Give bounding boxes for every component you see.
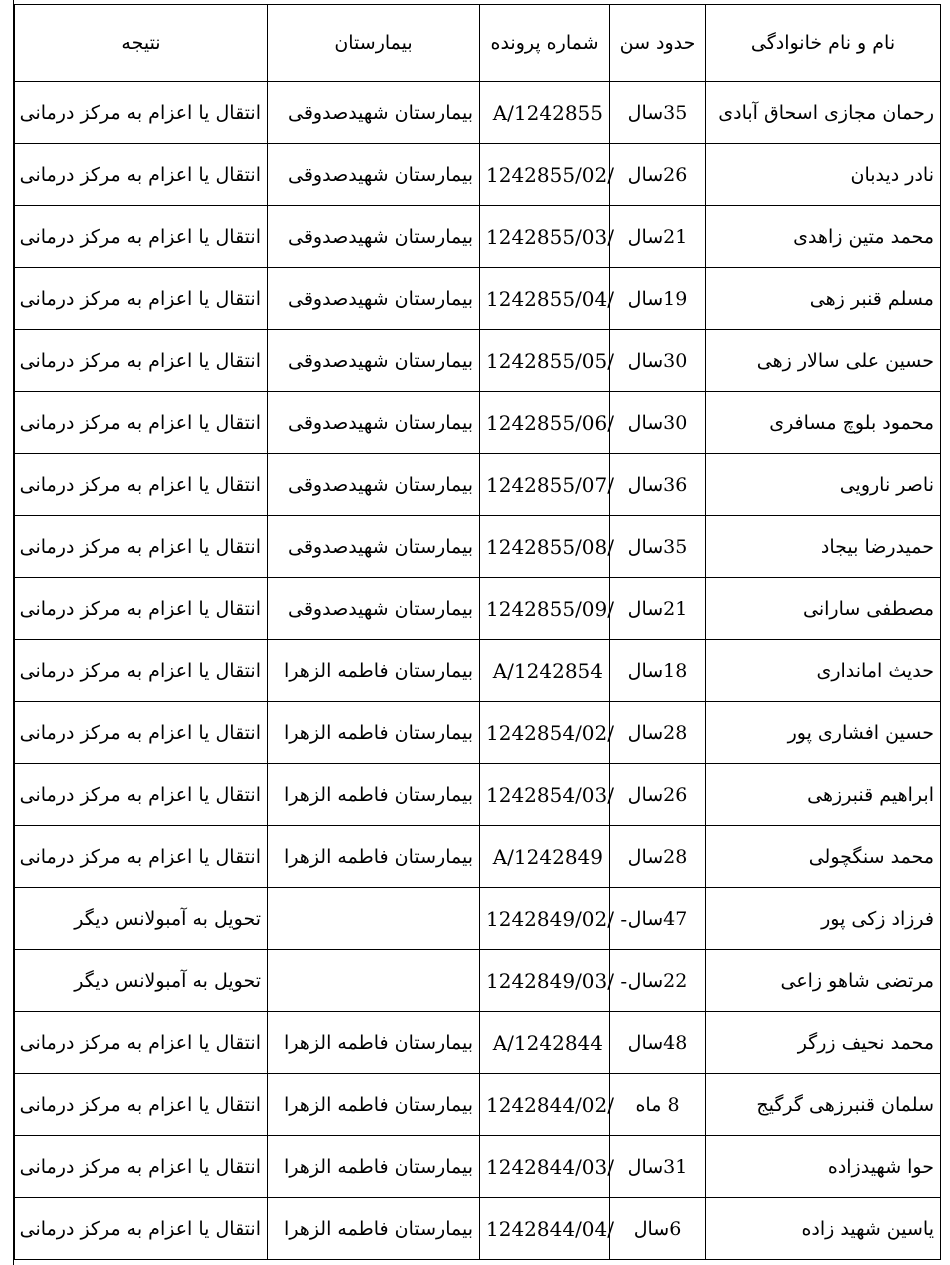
table-row — [15, 454, 941, 516]
table-body — [15, 82, 941, 1260]
patients-table — [14, 4, 941, 1260]
cell-hospital: بیمارستان شهیدصدوقی — [268, 330, 480, 392]
cell-result: انتقال یا اعزام به مرکز درمانی — [15, 454, 268, 516]
cell-name: رحمان مجازی اسحاق آبادی — [706, 82, 941, 144]
cell-name: محمد سنگچولی — [706, 826, 941, 888]
cell-result: تحویل به آمبولانس دیگر — [15, 888, 268, 950]
cell-name: حوا شهیدزاده — [706, 1136, 941, 1198]
cell-result: انتقال یا اعزام به مرکز درمانی — [15, 392, 268, 454]
cell-name: ناصر نارویی — [706, 454, 941, 516]
cell-result: انتقال یا اعزام به مرکز درمانی — [15, 1198, 268, 1260]
cell-result: انتقال یا اعزام به مرکز درمانی — [15, 82, 268, 144]
cell-age: 19سال — [610, 268, 706, 330]
cell-file-number: 1242855/06/ — [480, 392, 610, 454]
cell-file-number: 1242855/08/ — [480, 516, 610, 578]
cell-file-number: A/1242844 — [480, 1012, 610, 1074]
cell-hospital: بیمارستان فاطمه الزهرا — [268, 1198, 480, 1260]
cell-hospital: بیمارستان فاطمه الزهرا — [268, 1012, 480, 1074]
table-row — [15, 826, 941, 888]
cell-file-number: A/1242849 — [480, 826, 610, 888]
cell-age: 31سال — [610, 1136, 706, 1198]
cell-age: 30سال — [610, 392, 706, 454]
cell-hospital: بیمارستان فاطمه الزهرا — [268, 702, 480, 764]
cell-result: تحویل به آمبولانس دیگر — [15, 950, 268, 1012]
cell-name: نادر دیدبان — [706, 144, 941, 206]
cell-name: حسین علی سالار زهی — [706, 330, 941, 392]
cell-age: 28سال — [610, 702, 706, 764]
cell-hospital: بیمارستان شهیدصدوقی — [268, 268, 480, 330]
cell-age: 21سال — [610, 206, 706, 268]
cell-result: انتقال یا اعزام به مرکز درمانی — [15, 330, 268, 392]
cell-file-number: 1242855/03/ — [480, 206, 610, 268]
cell-file-number: 1242854/03/ — [480, 764, 610, 826]
cell-age: 30سال — [610, 330, 706, 392]
cell-hospital: بیمارستان فاطمه الزهرا — [268, 1136, 480, 1198]
cell-name: یاسین شهید زاده — [706, 1198, 941, 1260]
cell-result: انتقال یا اعزام به مرکز درمانی — [15, 1074, 268, 1136]
cell-file-number: 1242854/02/ — [480, 702, 610, 764]
cell-result: انتقال یا اعزام به مرکز درمانی — [15, 764, 268, 826]
table-row — [15, 206, 941, 268]
table-header — [15, 5, 941, 82]
cell-name: مسلم قنبر زهی — [706, 268, 941, 330]
table-row — [15, 702, 941, 764]
cell-name: محمود بلوچ مسافری — [706, 392, 941, 454]
cell-age: 18سال — [610, 640, 706, 702]
cell-file-number: 1242855/05/ — [480, 330, 610, 392]
cell-file-number: 1242855/09/ — [480, 578, 610, 640]
cell-age: 22سال — [610, 950, 706, 1012]
cell-file-number: 1242849/03/ - — [480, 950, 610, 1012]
table-row — [15, 888, 941, 950]
cell-name: محمد نحیف زرگر — [706, 1012, 941, 1074]
cell-age: 6سال — [610, 1198, 706, 1260]
cell-hospital: بیمارستان شهیدصدوقی — [268, 516, 480, 578]
table-row — [15, 640, 941, 702]
table-row — [15, 144, 941, 206]
cell-age: 47سال — [610, 888, 706, 950]
cell-age: 36سال — [610, 454, 706, 516]
cell-age: 8 ماه — [610, 1074, 706, 1136]
table-row — [15, 764, 941, 826]
cell-result: انتقال یا اعزام به مرکز درمانی — [15, 640, 268, 702]
table-row — [15, 1198, 941, 1260]
table-row — [15, 578, 941, 640]
header-file-number: شماره پرونده — [480, 5, 610, 82]
cell-hospital: بیمارستان شهیدصدوقی — [268, 206, 480, 268]
table-row — [15, 82, 941, 144]
cell-result: انتقال یا اعزام به مرکز درمانی — [15, 206, 268, 268]
cell-result: انتقال یا اعزام به مرکز درمانی — [15, 1136, 268, 1198]
cell-result: انتقال یا اعزام به مرکز درمانی — [15, 516, 268, 578]
table-row — [15, 516, 941, 578]
cell-result: انتقال یا اعزام به مرکز درمانی — [15, 144, 268, 206]
table-row — [15, 1012, 941, 1074]
cell-name: حسین افشاری پور — [706, 702, 941, 764]
header-row — [15, 5, 941, 82]
header-hospital: بیمارستان — [268, 5, 480, 82]
cell-file-number: 1242844/04/ — [480, 1198, 610, 1260]
header-result: نتیجه — [15, 5, 268, 82]
cell-age: 21سال — [610, 578, 706, 640]
header-age: حدود سن — [610, 5, 706, 82]
cell-result: انتقال یا اعزام به مرکز درمانی — [15, 268, 268, 330]
cell-file-number: 1242844/03/ — [480, 1136, 610, 1198]
cell-result: انتقال یا اعزام به مرکز درمانی — [15, 702, 268, 764]
cell-hospital: بیمارستان فاطمه الزهرا — [268, 1074, 480, 1136]
cell-age: 35سال — [610, 516, 706, 578]
cell-hospital — [268, 888, 480, 950]
cell-hospital — [268, 950, 480, 1012]
cell-file-number: 1242849/02/ - — [480, 888, 610, 950]
cell-name: سلمان قنبرزهی گرگیج — [706, 1074, 941, 1136]
cell-result: انتقال یا اعزام به مرکز درمانی — [15, 578, 268, 640]
table-row — [15, 1136, 941, 1198]
cell-hospital: بیمارستان فاطمه الزهرا — [268, 640, 480, 702]
cell-hospital: بیمارستان شهیدصدوقی — [268, 454, 480, 516]
cell-age: 35سال — [610, 82, 706, 144]
cell-name: محمد متین زاهدی — [706, 206, 941, 268]
table-row — [15, 330, 941, 392]
cell-file-number: 1242855/07/ — [480, 454, 610, 516]
cell-hospital: بیمارستان فاطمه الزهرا — [268, 826, 480, 888]
table-row — [15, 950, 941, 1012]
cell-file-number: A/1242854 — [480, 640, 610, 702]
header-name: نام و نام خانوادگی — [706, 5, 941, 82]
table-row — [15, 392, 941, 454]
cell-name: ابراهیم قنبرزهی — [706, 764, 941, 826]
cell-name: حدیث امانداری — [706, 640, 941, 702]
cell-file-number: 1242844/02/ — [480, 1074, 610, 1136]
cell-hospital: بیمارستان شهیدصدوقی — [268, 578, 480, 640]
cell-file-number: 1242855/04/ — [480, 268, 610, 330]
cell-hospital: بیمارستان فاطمه الزهرا — [268, 764, 480, 826]
table-row — [15, 1074, 941, 1136]
cell-name: مصطفی سارانی — [706, 578, 941, 640]
cell-age: 28سال — [610, 826, 706, 888]
cell-hospital: بیمارستان شهیدصدوقی — [268, 144, 480, 206]
cell-hospital: بیمارستان شهیدصدوقی — [268, 392, 480, 454]
table-row — [15, 268, 941, 330]
cell-file-number: A/1242855 — [480, 82, 610, 144]
cell-hospital: بیمارستان شهیدصدوقی — [268, 82, 480, 144]
cell-age: 26سال — [610, 764, 706, 826]
cell-name: حمیدرضا بیجاد — [706, 516, 941, 578]
cell-age: 26سال — [610, 144, 706, 206]
cell-name: مرتضی شاهو زاعی — [706, 950, 941, 1012]
cell-result: انتقال یا اعزام به مرکز درمانی — [15, 826, 268, 888]
cell-name: فرزاد زکی پور — [706, 888, 941, 950]
cell-result: انتقال یا اعزام به مرکز درمانی — [15, 1012, 268, 1074]
cell-file-number: 1242855/02/ — [480, 144, 610, 206]
cell-age: 48سال — [610, 1012, 706, 1074]
